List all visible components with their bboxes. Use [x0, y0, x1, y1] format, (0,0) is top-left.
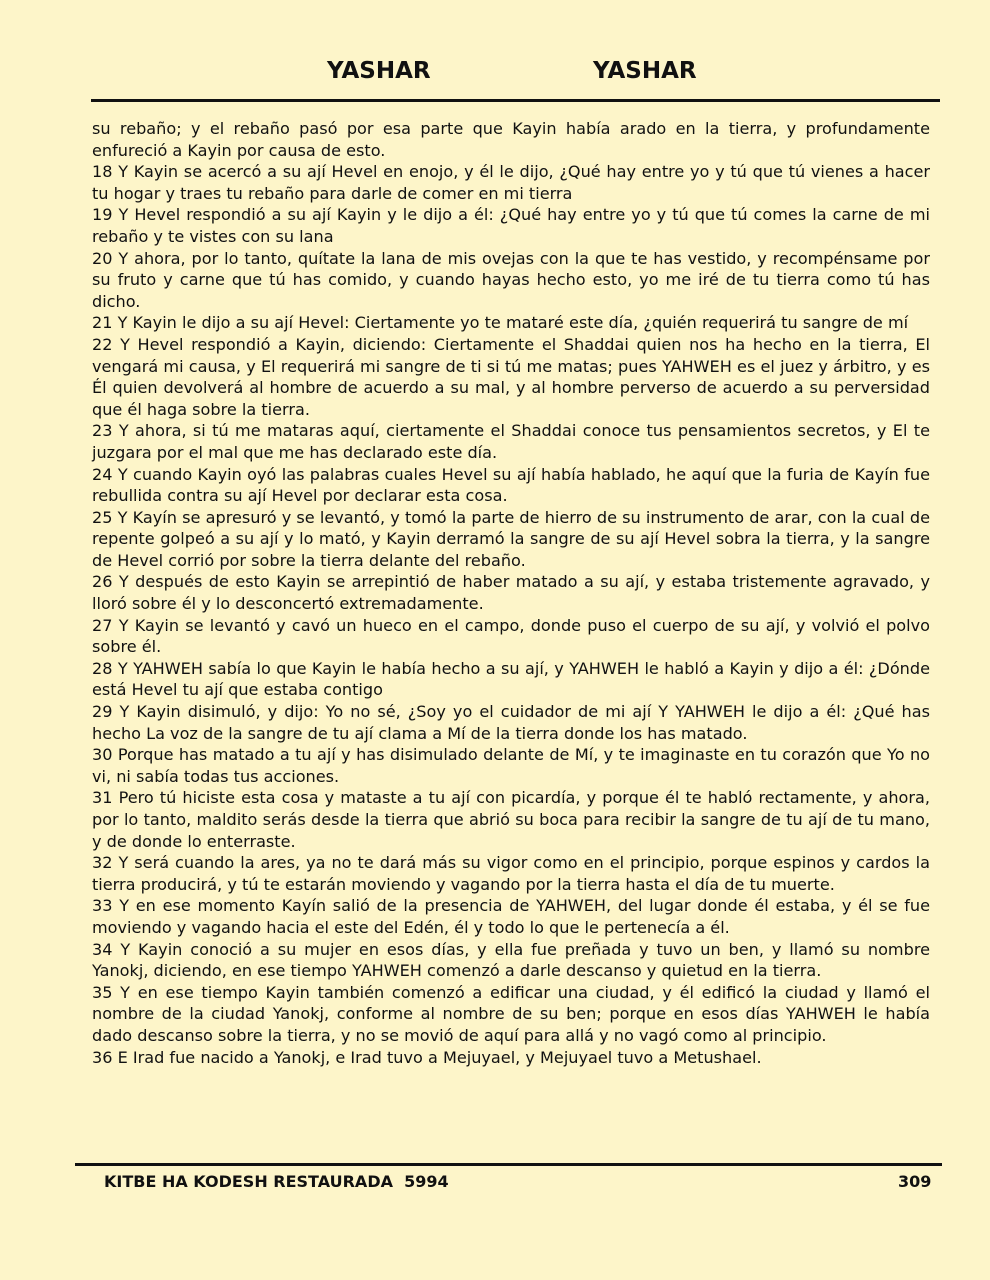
verse-32: 32 Y será cuando la ares, ya no te dará más su vigor como en el principio, porque espinos y cardos la tierra producirá, y tú te estarán moviendo y vagando por la tierra hasta el día de tu muerte.: [92, 853, 930, 894]
page-body: [92, 118, 930, 1068]
page-header: [0, 58, 990, 92]
verse-25: 25 Y Kayín se apresuró y se levantó, y tomó la parte de hierro de su instrumento de arar, con la cual de repente golpeó a su ají y lo mató, y Kayin derramó la sangre de su ají Hevel sobra la tierra, y la sangre de Hevel corrió por sobre la tierra delante del rebaño.: [92, 507, 930, 570]
verse-36: 36 E Irad fue nacido a Yanokj, e Irad tuvo a Mejuyael, y Mejuyael tuvo a Metushael.: [92, 1047, 762, 1067]
verse-22: 22 Y Hevel respondió a Kayin, diciendo: Ciertamente el Shaddai quien nos ha hecho en la tierra, El vengará mi causa, y El requerirá mi sangre de ti si tú me matas; pues YAHWEH es el juez y árbitro, y es Él quien devolverá al hombre de acuerdo a su mal, y al hombre perverso de acuerdo a su perversidad que él haga sobre la tierra.: [92, 334, 930, 419]
header-title-right: YASHAR: [593, 58, 697, 84]
verse-20: 20 Y ahora, por lo tanto, quítate la lana de mis ovejas con la que te has vestido, y recompénsame por su fruto y carne que tú has comido, y cuando hayas hecho esto, yo me iré de tu tierra como tú has dicho.: [92, 248, 930, 311]
verse-29: 29 Y Kayin disimuló, y dijo: Yo no sé, ¿Soy yo el cuidador de mi ají Y YAHWEH le dijo a él: ¿Qué has hecho La voz de la sangre de tu ají clama a Mí de la tierra donde los has matado.: [92, 702, 930, 743]
verse-31: 31 Pero tú hiciste esta cosa y mataste a tu ají con picardía, y porque él te habló rectamente, y ahora, por lo tanto, maldito serás desde la tierra que abrió su boca para recibir la sangre de tu ají de tu mano, y de donde lo enterraste.: [92, 788, 930, 851]
verse-26: 26 Y después de esto Kayin se arrepintió de haber matado a su ají, y estaba tristemente agravado, y lloró sobre él y lo desconcertó extremadamente.: [92, 572, 930, 614]
footer-book-title: KITBE HA KODESH RESTAURADA 5994: [104, 1172, 449, 1191]
verse-30: 30 Porque has matado a tu ají y has disimulado delante de Mí, y te imaginaste en tu corazón que Yo no vi, ni sabía todas tus acciones.: [92, 745, 930, 786]
verse-35: 35 Y en ese tiempo Kayin también comenzó a edificar una ciudad, y él edificó la ciudad y llamó el nombre de la ciudad Yanokj, conforme al nombre de su ben; porque en esos días YAHWEH le había dado descanso sobre la tierra, y no se movió de aquí para allá y no vagó como al principio.: [92, 982, 930, 1045]
verse-27: 27 Y Kayin se levantó y cavó un hueco en el campo, donde puso el cuerpo de su ají, y volvió el polvo sobre él.: [92, 615, 930, 657]
verse-continuation: su rebaño; y el rebaño pasó por esa parte que Kayin había arado en la tierra, y profundamente enfureció a Kayin por causa de esto.: [92, 119, 930, 160]
verse-24: 24 Y cuando Kayin oyó las palabras cuales Hevel su ají había hablado, he aquí que la furia de Kayín fue rebullida contra su ají Hevel por declarar esta cosa.: [92, 464, 930, 506]
header-rule: [91, 99, 940, 102]
verse-19: 19 Y Hevel respondió a su ají Kayin y le dijo a él: ¿Qué hay entre yo y tú que tú comes la carne de mi rebaño y te vistes con su lana: [92, 205, 930, 246]
header-title-left: YASHAR: [327, 58, 431, 84]
footer-rule: [75, 1163, 942, 1166]
verse-23: 23 Y ahora, si tú me mataras aquí, ciertamente el Shaddai conoce tus pensamientos secretos, y El te juzgara por el mal que me has declarado este día.: [92, 421, 930, 462]
verse-34: 34 Y Kayin conoció a su mujer en esos días, y ella fue preñada y tuvo un ben, y llamó su nombre Yanokj, diciendo, en ese tiempo YAHWEH comenzó a darle descanso y quietud en la tierra.: [92, 939, 930, 981]
verse-21: 21 Y Kayin le dijo a su ají Hevel: Ciertamente yo te mataré este día, ¿quién requerirá tu sangre de mí: [92, 313, 909, 333]
verse-18: 18 Y Kayin se acercó a su ají Hevel en enojo, y él le dijo, ¿Qué hay entre yo y tú que tú vienes a hacer tu hogar y traes tu rebaño para darle de comer en mi tierra: [92, 162, 930, 203]
verse-28: 28 Y YAHWEH sabía lo que Kayin le había hecho a su ají, y YAHWEH le habló a Kayin y dijo a él: ¿Dónde está Hevel tu ají que estaba contigo: [92, 658, 930, 700]
verse-33: 33 Y en ese momento Kayín salió de la presencia de YAHWEH, del lugar donde él estaba, y él se fue moviendo y vagando hacia el este del Edén, él y todo lo que le pertenecía a él.: [92, 896, 930, 937]
footer-page-number: 309: [898, 1172, 932, 1191]
